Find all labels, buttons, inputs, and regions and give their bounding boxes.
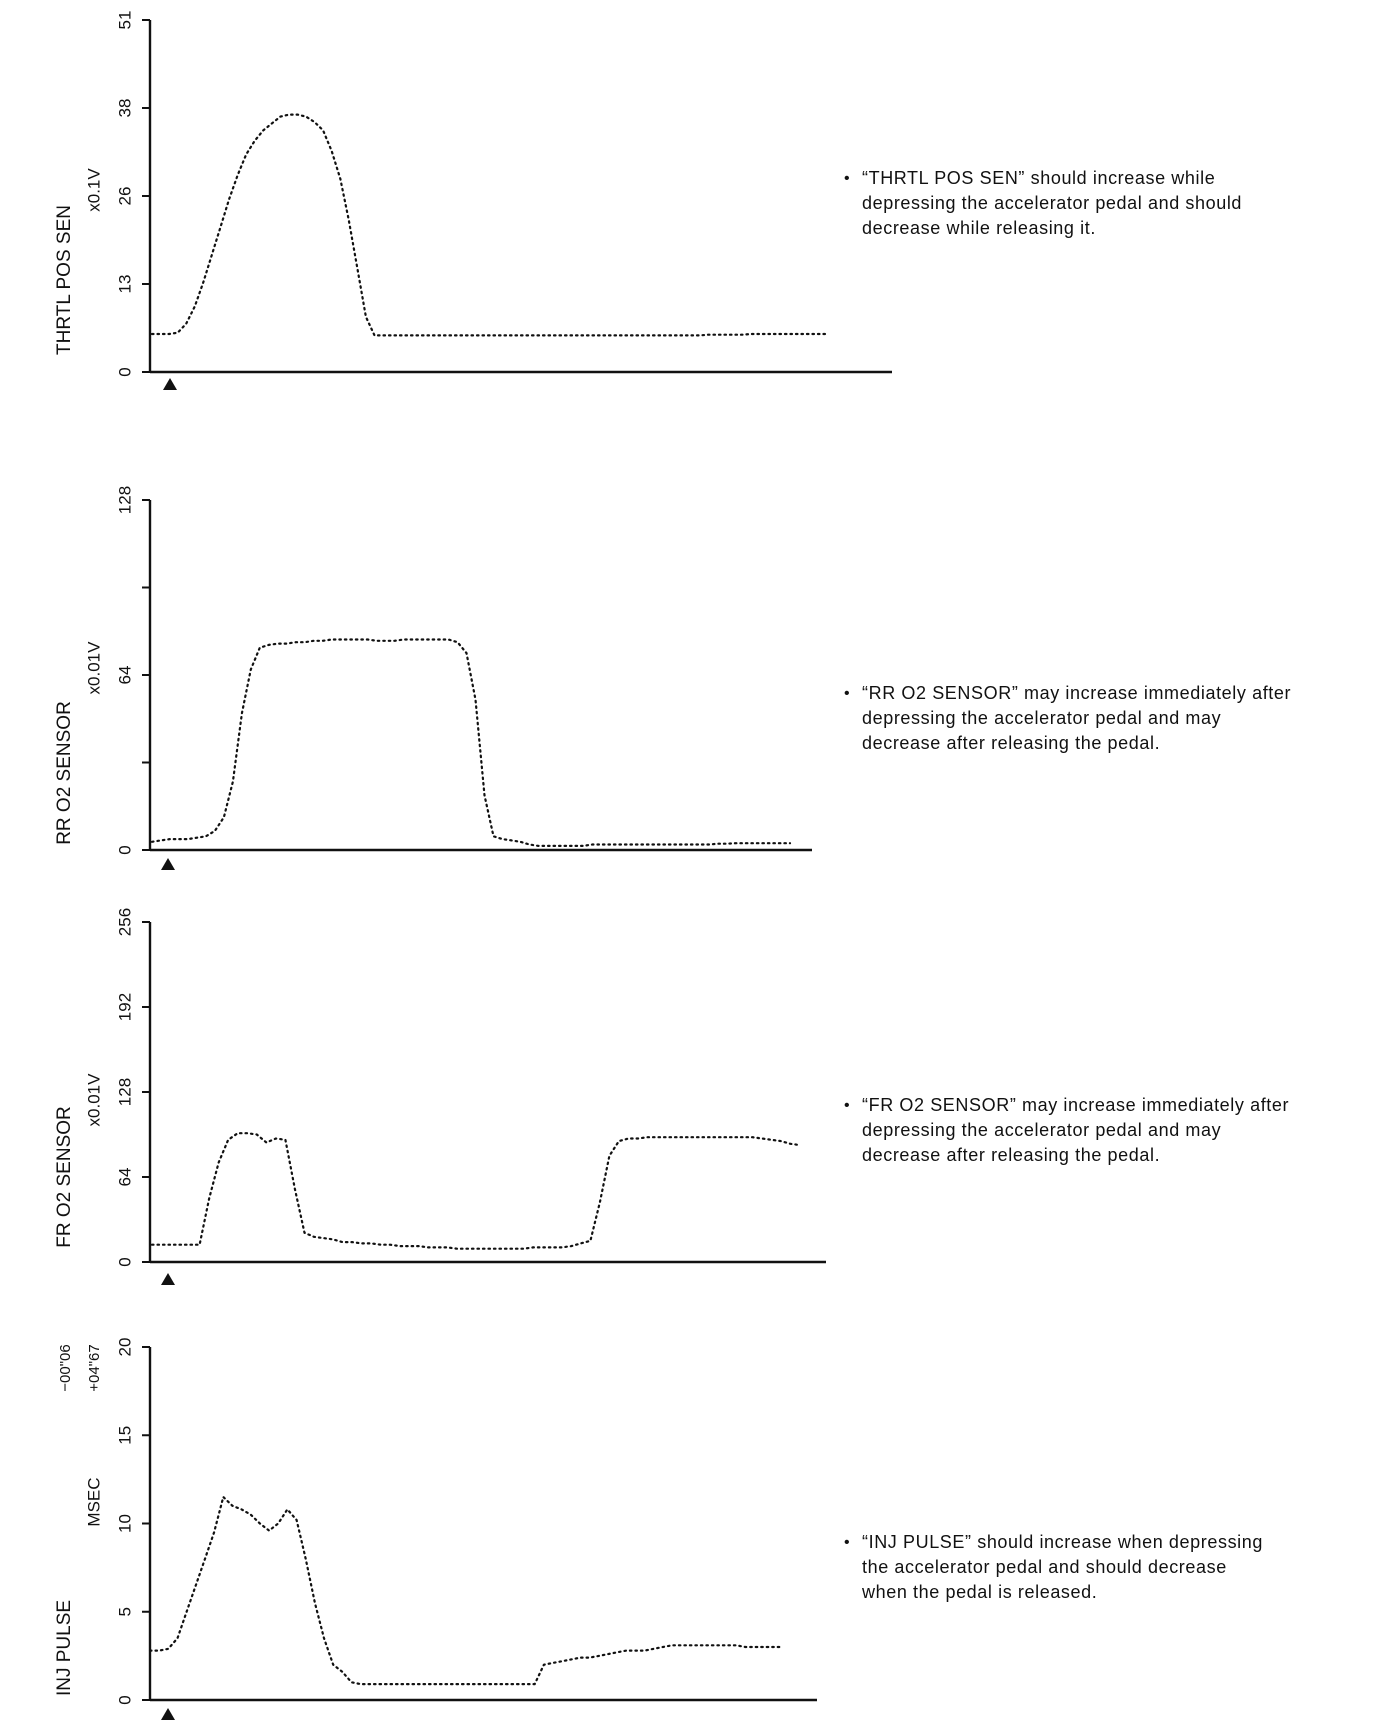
series-line <box>150 1497 782 1684</box>
corner-label: −00"06 <box>56 1344 74 1392</box>
y-tick-label: 64 <box>115 665 135 685</box>
y-tick-label: 256 <box>115 907 135 937</box>
note-rr-o2-sensor <box>844 681 1292 756</box>
y-tick-label: 26 <box>115 186 135 206</box>
unit-label: x0.01V <box>84 641 104 695</box>
note-text: “FR O2 SENSOR” may increase immediately after depressing the accelerator pedal and may decrease after releasing the pedal. <box>862 1095 1290 1165</box>
y-axis-label: THRTL POS SEN <box>54 205 76 355</box>
y-axis-label: RR O2 SENSOR <box>54 701 76 845</box>
unit-label: x0.1V <box>84 168 104 212</box>
note-text: “RR O2 SENSOR” may increase immediately after depressing the accelerator pedal and may decrease after releasing the pedal. <box>862 683 1292 753</box>
y-tick-label: 0 <box>115 367 135 377</box>
y-tick-label: 0 <box>115 1695 135 1705</box>
y-tick-label: 192 <box>115 992 135 1022</box>
unit-label: MSEC <box>84 1477 104 1527</box>
note-text: “THRTL POS SEN” should increase while depressing the accelerator pedal and should decrease while releasing it. <box>862 168 1243 238</box>
note-inj-pulse <box>844 1530 1263 1605</box>
series-line <box>152 640 790 846</box>
y-axis-label: INJ PULSE <box>54 1599 76 1697</box>
chart-thrtl-pos-sen <box>142 20 892 390</box>
y-tick-label: 10 <box>115 1514 135 1533</box>
note-text: “INJ PULSE” should increase when depressing the accelerator pedal and should decrease when the pedal is released. <box>862 1532 1263 1602</box>
y-tick-label: 51 <box>115 10 135 30</box>
y-axis-label: FR O2 SENSOR <box>54 1106 76 1248</box>
y-tick-label: 64 <box>115 1167 135 1187</box>
y-tick-label: 0 <box>115 845 135 855</box>
y-tick-label: 15 <box>115 1425 135 1445</box>
triangle-up-marker-icon <box>161 1273 175 1285</box>
note-fr-o2-sensor <box>844 1093 1290 1168</box>
note-bullet: • <box>844 685 851 702</box>
y-tick-label: 13 <box>115 274 135 294</box>
series-line <box>152 1133 800 1249</box>
y-tick-label: 5 <box>115 1607 135 1617</box>
note-bullet: • <box>844 1097 851 1114</box>
chart-rr-o2-sensor <box>142 500 812 870</box>
unit-label: x0.01V <box>84 1073 104 1127</box>
y-tick-label: 20 <box>115 1337 135 1357</box>
corner-label: +04"67 <box>85 1344 103 1392</box>
triangle-up-marker-icon <box>163 378 177 390</box>
y-tick-label: 128 <box>115 485 135 515</box>
triangle-up-marker-icon <box>161 1708 175 1720</box>
chart-inj-pulse <box>142 1347 817 1720</box>
y-tick-label: 128 <box>115 1077 135 1107</box>
triangle-up-marker-icon <box>161 858 175 870</box>
y-tick-label: 0 <box>115 1257 135 1267</box>
series-line <box>152 115 828 336</box>
note-bullet: • <box>844 1534 851 1551</box>
chart-fr-o2-sensor <box>142 922 826 1285</box>
note-bullet: • <box>844 170 851 187</box>
note-thrtl-pos-sen <box>844 166 1243 241</box>
y-tick-label: 38 <box>115 98 135 118</box>
